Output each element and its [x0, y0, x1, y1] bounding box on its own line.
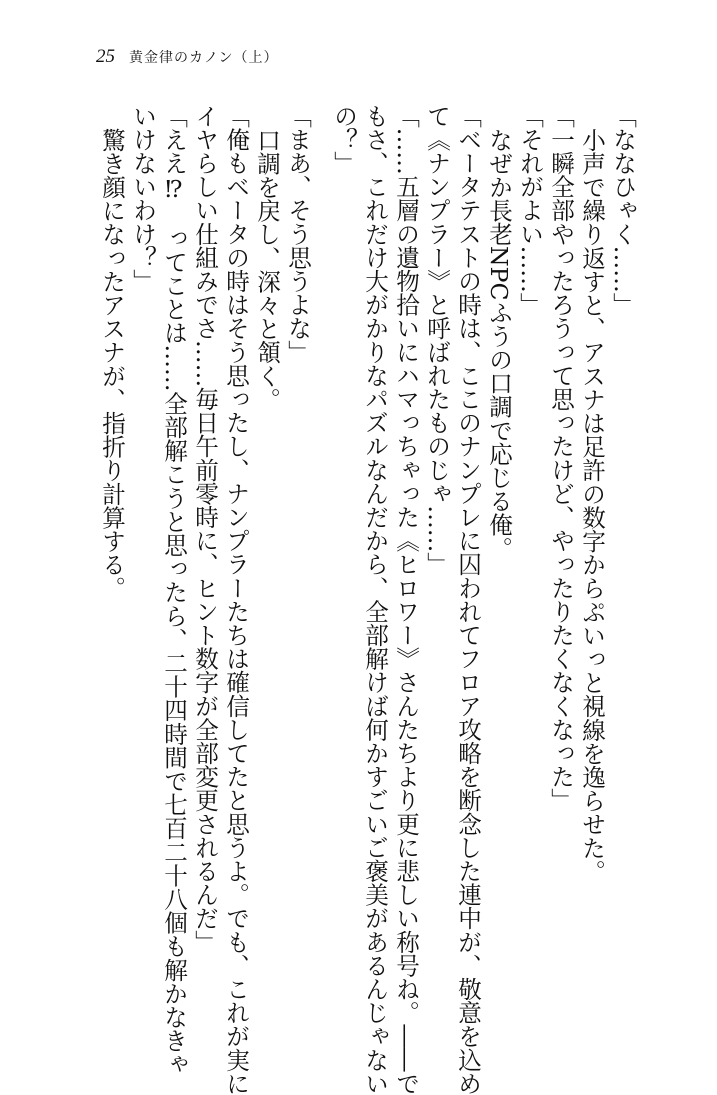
- text-line: 「俺もベータの時はそう思ったし、ナンプラーたちは確信してたと思うよ。でも、これが実に: [222, 104, 250, 1095]
- text-line: の？」: [330, 104, 358, 175]
- text-line: 「ななひゃく……」: [609, 104, 637, 317]
- text-line: イヤらしい仕組みでさ……毎日午前零時に、ヒント数字が全部変更されるんだ」: [191, 104, 219, 954]
- page-number: 25: [96, 46, 115, 67]
- text-line: なぜか長老NPCふうの口調で応じる俺。: [485, 128, 513, 561]
- text-line: 「ベータテストの時は、ここのナンプレに囚われてフロア攻略を断念した連中が、敬意を込め: [454, 104, 482, 1095]
- text-line: て《ナンプラー》と呼ばれたものじゃ……」: [423, 104, 451, 576]
- text-line: 口調を戻し、深々と頷く。: [253, 128, 281, 412]
- text-line: 「それがよい……」: [516, 104, 544, 317]
- text-line: もさ、これだけ大がかりなパズルなんだから、全部解けば何かすごいご褒美があるんじゃない: [361, 104, 389, 1095]
- text-line: 「ええ⁉ ってことは……全部解こうと思ったら、二十四時間で七百二十八個も解かなきゃ: [160, 104, 188, 1076]
- book-title: 黄金律のカノン（上）: [129, 50, 279, 66]
- text-line: 小声で繰り返すと、アスナは足許の数字からぷいっと視線を逸らせた。: [578, 128, 606, 884]
- text-line: 「……五層の遺物拾いにハマっちゃった《ヒロワー》さんたちより更に悲しい称号ね。――で: [392, 104, 420, 1095]
- text-line: 「まあ、そう思うよな」: [284, 104, 312, 364]
- text-line: 驚き顔になったアスナが、指折り計算する。: [98, 128, 126, 600]
- text-line: 「一瞬全部やったろうって思ったけど、やったりたくなくなった」: [547, 104, 575, 812]
- text-line: いけないわけ？」: [129, 104, 157, 293]
